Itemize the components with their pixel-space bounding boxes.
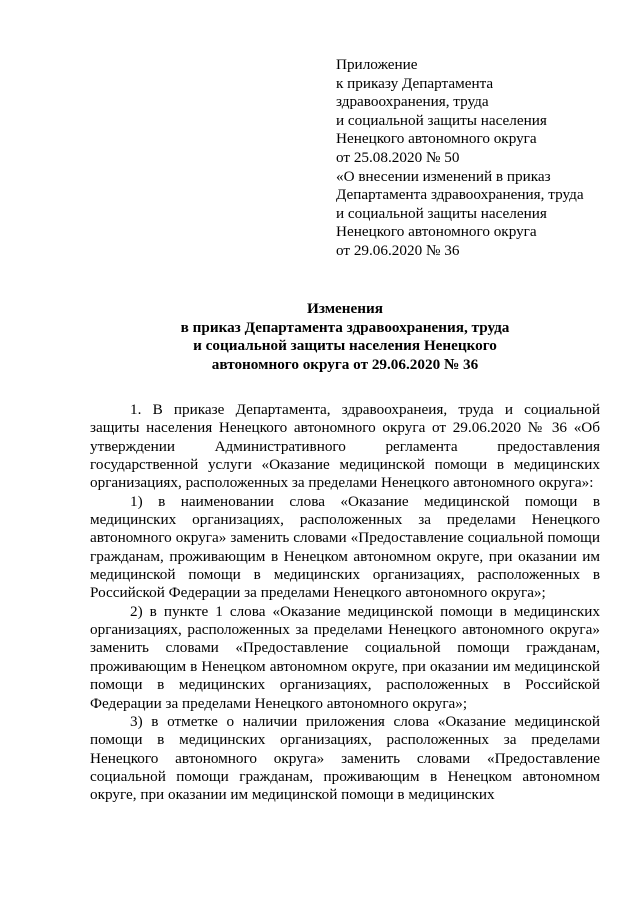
appendix-line: от 29.06.2020 № 36 [336,241,460,259]
appendix-line: «О внесении изменений в приказ [336,167,551,185]
body-paragraph: 2) в пункте 1 слова «Оказание медицинской помощи в медицинских организациях, расположенных за пределами Ненецкого автономного округа» заменить словами «Предоставление социальной помощи гражданам, проживающим в Ненецком автономном округе, при оказании им медицинской помощи в медицинских организациях, расположенных в Российской Федерации за пределами Ненецкого автономного округа»; [90,602,600,712]
appendix-line: здравоохранения, труда [336,93,489,111]
body-paragraph: 1) в наименовании слова «Оказание медицинской помощи в медицинских организациях, расположенных за пределами Ненецкого автономного округа» заменить словами «Предоставление социальной помощи гражданам, проживающим в Ненецком автономном округе, при оказании им медицинской помощи в медицинских организациях, расположенных в Российской Федерации за пределами Ненецкого автономного округа»; [90,492,600,602]
title-line: автономного округа от 29.06.2020 № 36 [211,355,479,373]
title-line: и социальной защиты населения Ненецкого [193,337,497,354]
appendix-line: Ненецкого автономного округа [336,130,537,148]
appendix-header [336,56,626,261]
appendix-line: к приказу Департамента [336,74,494,92]
appendix-line: Ненецкого автономного округа [336,223,537,241]
body-paragraph: 3) в отметке о наличии приложения слова «Оказание медицинской помощи в медицинских организациях, расположенных за пределами Ненецкого автономного округа» заменить словами «Предоставление социальной помощи гражданам, проживающим в Ненецком автономном округе, при оказании им медицинской помощи в медицинских [90,712,600,804]
document-title [90,300,600,374]
title-line: Изменения [307,300,383,317]
appendix-line: Департамента здравоохранения, труда [336,186,584,204]
appendix-line: и социальной защиты населения [336,111,547,129]
title-line: в приказ Департамента здравоохранения, труда [180,318,510,336]
document-body [90,401,600,805]
appendix-line: Приложение [336,56,418,73]
appendix-line: и социальной защиты населения [336,204,547,222]
body-paragraph: 1. В приказе Департамента, здравоохранеия, труда и социальной защиты населения Ненецкого автономного округа от 29.06.2020 № 36 «Об утверждении Административного регламента предоставления государственной услуги «Оказание медицинской помощи в медицинских организациях, расположенных за пределами Ненецкого автономного округа»: [90,401,600,492]
appendix-line: от 25.08.2020 № 50 [336,148,460,166]
